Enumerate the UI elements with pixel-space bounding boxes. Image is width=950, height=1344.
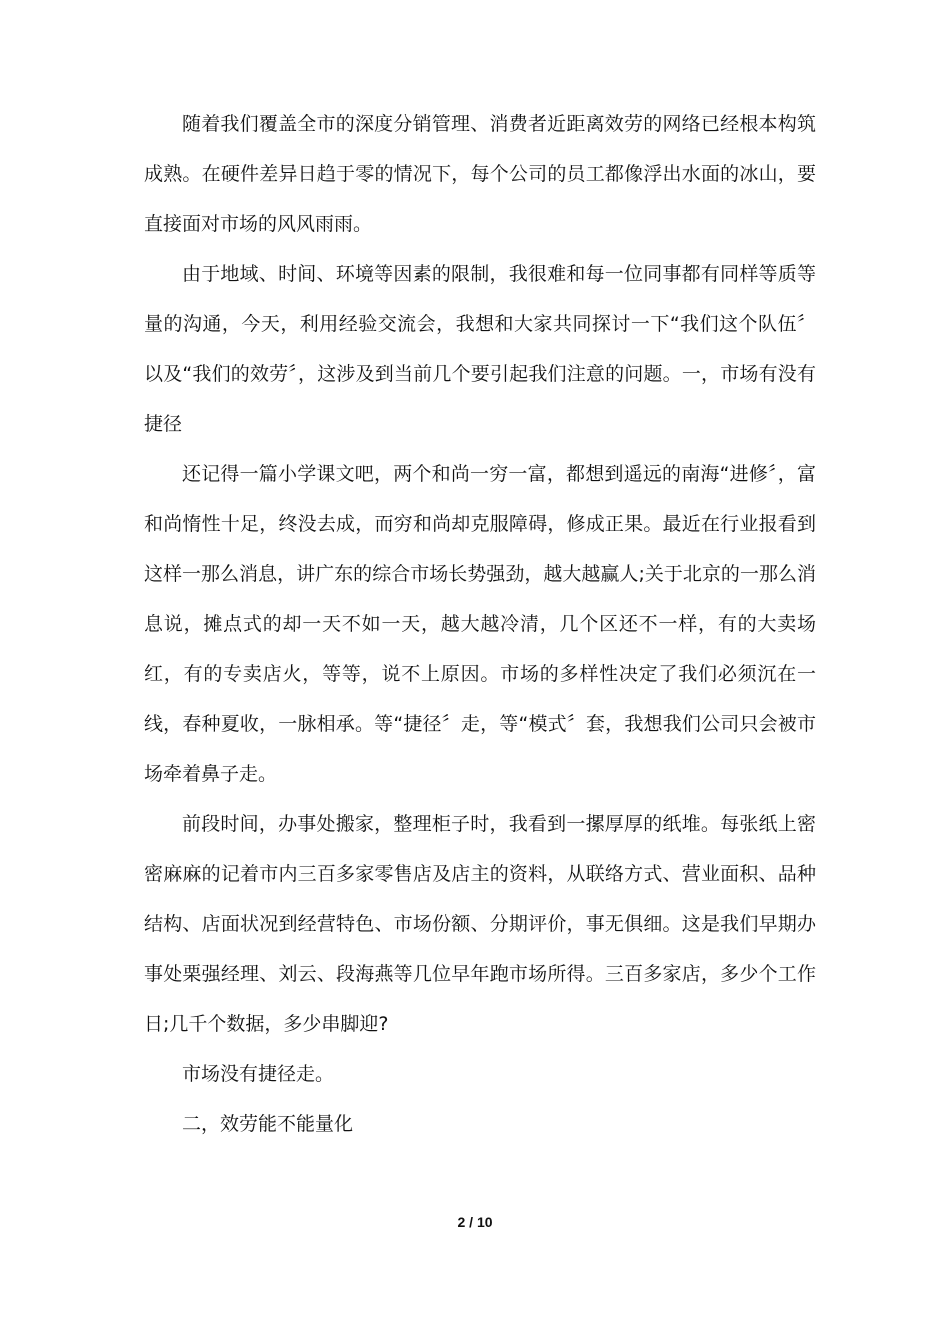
- paragraph-5: 市场没有捷径走。: [182, 1063, 335, 1085]
- section-heading-2: 二，效劳能不能量化: [182, 1113, 354, 1135]
- page-number: 2 / 10: [457, 1214, 493, 1230]
- paragraph-4: 前段时间，办事处搬家，整理柜子时，我看到一摞厚厚的纸堆。每张纸上密密麻麻的记着市内三百多家零售店及店主的资料，从联络方式、营业面积、品种结构、店面状况到经营特色、市场份额、分期评价，事无俱细。这是我们早期办事处栗强经理、刘云、段海燕等几位早年跑市场所得。三百多家店，多少个工作日;几千个数据，多少串脚迎?: [144, 813, 816, 1035]
- paragraph-3: 还记得一篇小学课文吧，两个和尚一穷一富，都想到遥远的南海“进修〞，富和尚惰性十足，终没去成，而穷和尚却克服障碍，修成正果。最近在行业报看到这样一那么消息，讲广东的综合市场长势强劲，越大越赢人;关于北京的一那么消息说，摊点式的却一天不如一天，越大越冷清，几个区还不一样，有的大卖场红，有的专卖店火，等等，说不上原因。市场的多样性决定了我们必须沉在一线，春种夏收，一脉相承。等“捷径〞走，等“模式〞套，我想我们公司只会被市场牵着鼻子走。: [144, 463, 816, 785]
- paragraph-1: 随着我们覆盖全市的深度分销管理、消费者近距离效劳的网络已经根本构筑成熟。在硬件差异日趋于零的情况下，每个公司的员工都像浮出水面的冰山，要直接面对市场的风风雨雨。: [144, 113, 816, 235]
- paragraph-2: 由于地域、时间、环境等因素的限制，我很难和每一位同事都有同样等质等量的沟通，今天，利用经验交流会，我想和大家共同探讨一下“我们这个队伍〞以及“我们的效劳〞，这涉及到当前几个要引起我们注意的问题。一，市场有没有捷径: [144, 263, 816, 435]
- document-body: [144, 99, 816, 1149]
